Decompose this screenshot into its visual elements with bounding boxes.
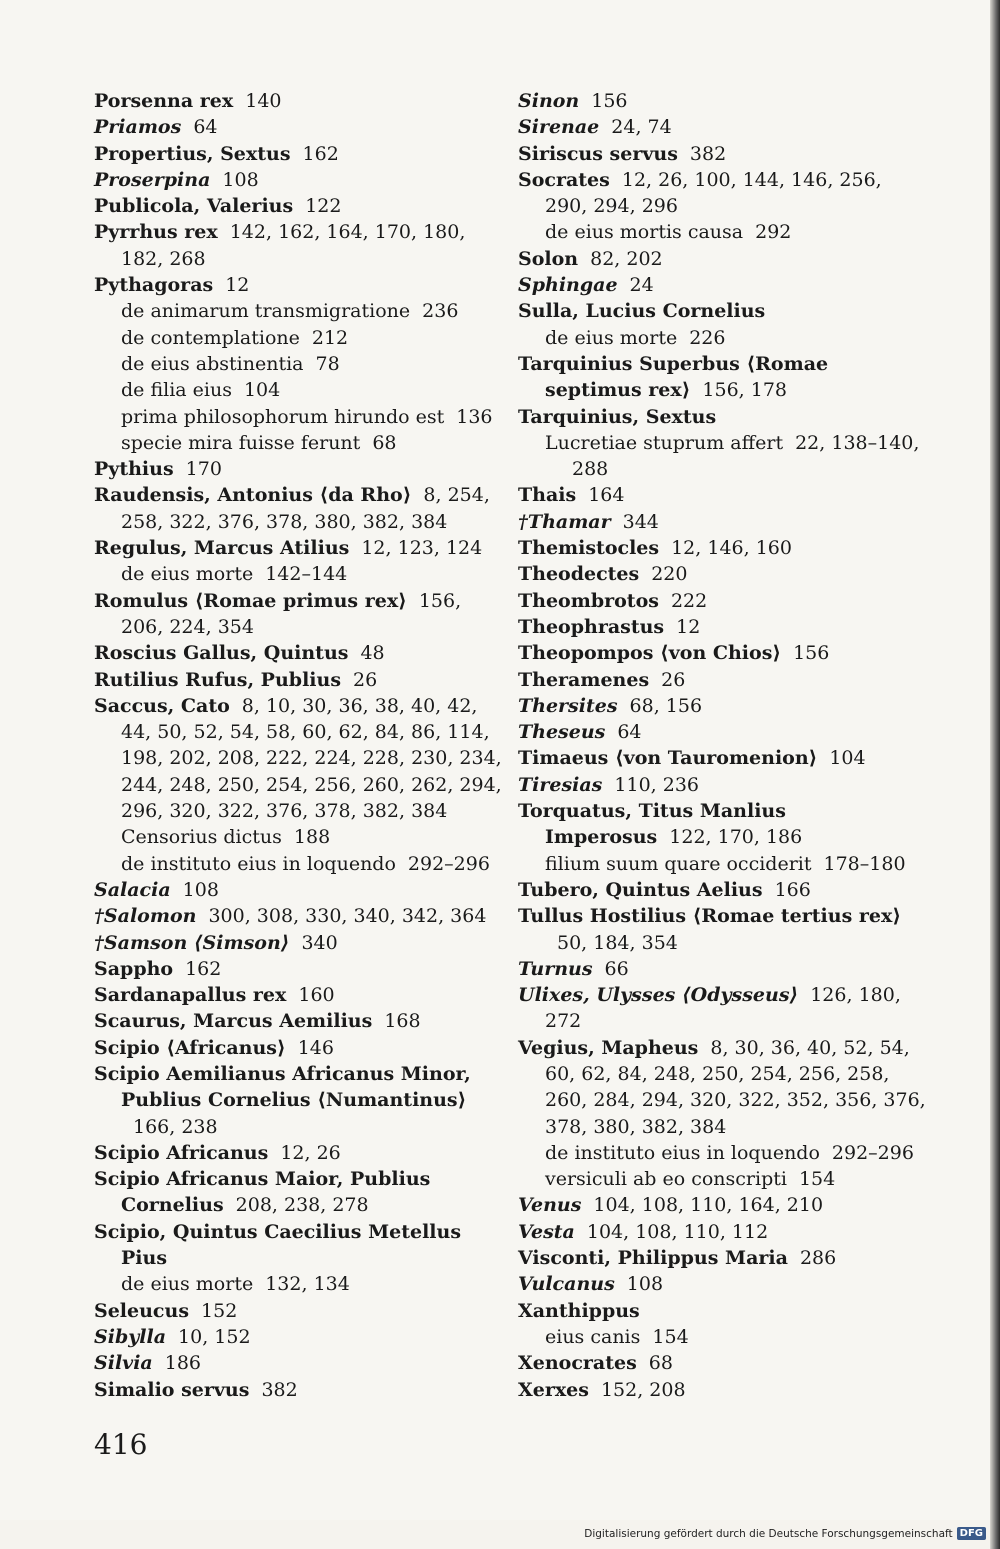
page-number: 416 — [94, 1428, 148, 1461]
page-references: 26 — [353, 668, 378, 691]
page-references: 164 — [588, 484, 625, 507]
page-references: 68 — [372, 431, 397, 454]
index-entry — [518, 1219, 928, 1245]
page-references: 104 — [243, 379, 281, 402]
index-entry — [518, 956, 928, 982]
entry-heading: Roscius Gallus, Quintus — [94, 642, 349, 665]
page-references: 142, 162, 164, 170, 180, 182, 268 — [121, 221, 466, 270]
entry-heading: Romulus ⟨Romae primus rex⟩ — [94, 589, 407, 612]
page-references: 24 — [629, 274, 654, 297]
subentry-label: de animarum transmigratione — [121, 300, 411, 323]
index-entry — [518, 719, 928, 745]
entry-heading: Xerxes — [518, 1378, 589, 1401]
index-entry — [94, 1377, 504, 1403]
entry-heading: Regulus, Marcus Atilius — [94, 537, 350, 560]
index-entry — [94, 930, 504, 956]
entry-heading: Visconti, Philippus Maria — [518, 1247, 788, 1270]
index-entry — [518, 167, 928, 220]
index-entry — [518, 798, 928, 851]
index-entry — [518, 535, 928, 561]
index-entry — [94, 1035, 504, 1061]
index-entry — [94, 535, 504, 561]
entry-heading: Venus — [518, 1194, 582, 1217]
page-references: 170 — [185, 458, 222, 481]
entry-heading: Scipio, Quintus Caecilius Metellus Pius — [94, 1220, 462, 1270]
index-entry — [94, 1324, 504, 1350]
entry-heading: Priamos — [94, 116, 182, 139]
page-references: 340 — [301, 931, 338, 954]
page-references: 108 — [182, 878, 219, 901]
index-entry — [94, 141, 504, 167]
index-entry — [94, 667, 504, 693]
index-subentry — [94, 430, 504, 456]
index-subentry — [518, 1166, 928, 1192]
entry-heading: Sardanapallus rex — [94, 984, 287, 1007]
index-subentry — [94, 298, 504, 324]
page-references: 104, 108, 110, 112 — [586, 1220, 769, 1243]
index-entry — [518, 588, 928, 614]
entry-heading: Sulla, Lucius Cornelius — [518, 300, 766, 323]
index-entry — [518, 693, 928, 719]
entry-heading: Vesta — [518, 1220, 575, 1243]
subentry-label: eius canis — [545, 1325, 641, 1348]
page-references: 220 — [651, 563, 688, 586]
index-subentry — [94, 404, 504, 430]
index-subentry — [94, 325, 504, 351]
page-references: 156 — [793, 642, 830, 665]
subentry-label: de filia eius — [121, 379, 232, 402]
index-entry — [94, 1219, 504, 1272]
index-entry — [518, 246, 928, 272]
index-entry — [94, 640, 504, 666]
entry-heading: Seleucus — [94, 1299, 190, 1322]
page-references: 162 — [302, 142, 339, 165]
entry-heading: Saccus, Cato — [94, 694, 230, 717]
index-entry — [94, 272, 504, 298]
index-entry — [518, 877, 928, 903]
index-entry — [518, 1298, 928, 1324]
entry-heading: Solon — [518, 247, 579, 270]
page-references: 168 — [384, 1010, 421, 1033]
index-entry — [518, 141, 928, 167]
index-entry — [518, 509, 928, 535]
entry-heading: Torquatus, Titus Manlius Imperosus — [518, 800, 786, 849]
subentry-label: de eius morte — [121, 563, 254, 586]
page-references: 382 — [261, 1378, 298, 1401]
page-references: 162 — [185, 957, 222, 980]
page-references: 12, 146, 160 — [671, 537, 792, 560]
index-entry — [94, 956, 504, 982]
index-entry — [94, 877, 504, 903]
index-entry — [94, 456, 504, 482]
index-entry — [518, 772, 928, 798]
page-references: 64 — [193, 116, 218, 139]
page-references: 154 — [798, 1168, 836, 1191]
index-entry — [518, 667, 928, 693]
index-subentry — [94, 377, 504, 403]
entry-heading: †Samson ⟨Simson⟩ — [94, 931, 290, 954]
subentry-label: de instituto eius in loquendo — [121, 852, 396, 875]
index-subentry — [94, 824, 504, 850]
page-references: 152 — [201, 1299, 238, 1322]
entry-heading: Xanthippus — [518, 1299, 640, 1322]
subentry-label: de instituto eius in loquendo — [545, 1141, 820, 1164]
entry-heading: Timaeus ⟨von Tauromenion⟩ — [518, 747, 818, 770]
entry-heading: Tarquinius, Sextus — [518, 405, 717, 428]
entry-heading: Theopompos ⟨von Chios⟩ — [518, 642, 782, 665]
index-subentry — [518, 1324, 928, 1350]
page-references: 142–144 — [265, 563, 348, 586]
entry-heading: Pythagoras — [94, 274, 214, 297]
page-references: 160 — [298, 984, 335, 1007]
page-references: 8, 30, 36, 40, 52, 54, 60, 62, 84, 248, 250, 254, 256, 258, 260, 284, 294, 320, 322, 352, 356, 376, 378, 380, 382, 384 — [545, 1036, 926, 1138]
page-references: 48 — [360, 642, 385, 665]
page-references: 152, 208 — [600, 1378, 686, 1401]
index-subentry — [518, 1140, 928, 1166]
page-references: 8, 254, 258, 322, 376, 378, 380, 382, 384 — [121, 484, 490, 533]
entry-heading: Socrates — [518, 168, 610, 191]
entry-heading: Ulixes, Ulysses ⟨Odysseus⟩ — [518, 984, 799, 1007]
entry-heading: Propertius, Sextus — [94, 142, 291, 165]
entry-heading: Theombrotos — [518, 589, 659, 612]
subentry-label: de eius morte — [121, 1273, 254, 1296]
subentry-label: de eius morte — [545, 326, 678, 349]
page-references: 12, 26, 100, 144, 146, 256, 290, 294, 296 — [545, 168, 882, 218]
entry-heading: Thersites — [518, 694, 618, 717]
entry-heading: Salacia — [94, 878, 171, 901]
page-references: 68 — [648, 1352, 673, 1375]
page-references: 12, 26 — [280, 1141, 341, 1164]
entry-heading: Turnus — [518, 957, 593, 980]
page-references: 212 — [311, 326, 349, 349]
index-entry — [94, 1298, 504, 1324]
index-entry — [94, 1166, 504, 1219]
index-subentry — [518, 430, 928, 483]
footer-text: Digitalisierung gefördert durch die Deutsche Forschungsgemeinschaft — [584, 1527, 953, 1540]
index-entry — [518, 745, 928, 771]
index-subentry — [94, 561, 504, 587]
page-references: 292 — [755, 221, 792, 244]
index-entry — [518, 482, 928, 508]
index-entry — [94, 114, 504, 140]
index-entry — [518, 640, 928, 666]
page-references: 10, 152 — [178, 1325, 251, 1348]
entry-heading: Xenocrates — [518, 1352, 637, 1375]
entry-heading: †Salomon — [94, 905, 197, 928]
entry-heading: Vegius, Mapheus — [518, 1036, 699, 1059]
page-references: 104, 108, 110, 164, 210 — [593, 1194, 824, 1217]
entry-heading: Scipio ⟨Africanus⟩ — [94, 1036, 286, 1059]
entry-heading: Sphingae — [518, 274, 618, 297]
entry-heading: †Thamar — [518, 510, 611, 533]
page-references: 292–296 — [407, 852, 490, 875]
index-entry — [518, 614, 928, 640]
page-references: 26 — [661, 668, 686, 691]
subentry-label: specie mira fuisse ferunt — [121, 431, 361, 454]
page-references: 156, 206, 224, 354 — [121, 589, 462, 638]
subentry-label: de eius mortis causa — [545, 221, 744, 244]
entry-heading: Raudensis, Antonius ⟨da Rho⟩ — [94, 484, 412, 507]
page-references: 68, 156 — [629, 694, 703, 717]
entry-heading: Siriscus servus — [518, 142, 678, 165]
entry-heading: Theodectes — [518, 563, 640, 586]
entry-heading: Sinon — [518, 90, 580, 112]
entry-heading: Sappho — [94, 957, 174, 980]
entry-heading: Scipio Africanus — [94, 1141, 269, 1164]
page-references: 166 — [774, 878, 811, 901]
subentry-label: Censorius dictus — [121, 826, 282, 849]
index-column-right — [518, 88, 928, 1403]
index-entry — [518, 404, 928, 430]
entry-heading: Tarquinius Superbus ⟨Romae septimus rex⟩ — [518, 352, 829, 402]
entry-heading: Scipio Africanus Maior, Publius Cornelius — [94, 1168, 431, 1217]
entry-heading: Sibylla — [94, 1325, 167, 1348]
footer — [584, 1527, 986, 1540]
index-entry — [94, 1140, 504, 1166]
page-references: 154 — [652, 1325, 689, 1348]
page-references: 344 — [622, 510, 659, 533]
page-references: 64 — [617, 721, 642, 744]
index-entry — [518, 272, 928, 298]
index-entry — [518, 1350, 928, 1376]
page-references: 122 — [305, 195, 342, 218]
index-entry — [518, 1192, 928, 1218]
page-references: 226 — [689, 326, 726, 349]
index-entry — [94, 167, 504, 193]
page-references: 78 — [315, 352, 340, 375]
entry-heading: Rutilius Rufus, Publius — [94, 668, 342, 691]
index-entry — [518, 114, 928, 140]
subentry-label: versiculi ab eo conscripti — [545, 1168, 787, 1191]
subentry-label: prima philosophorum hirundo est — [121, 405, 445, 428]
index-column-left — [94, 88, 504, 1403]
index-entry — [94, 982, 504, 1008]
entry-heading: Vulcanus — [518, 1273, 615, 1296]
index-entry — [94, 88, 504, 114]
page-references: 126, 180, 272 — [545, 984, 901, 1033]
page-references: 146 — [297, 1036, 334, 1059]
index-entry — [518, 1035, 928, 1140]
page-references: 156 — [591, 90, 628, 112]
index-entry — [518, 88, 928, 114]
entry-heading: Tullus Hostilius ⟨Romae tertius rex⟩ — [518, 905, 902, 928]
index-entry — [518, 903, 928, 956]
entry-heading: Theophrastus — [518, 615, 665, 638]
index-entry — [518, 1377, 928, 1403]
index-entry — [94, 693, 504, 824]
index-subentry — [94, 351, 504, 377]
page-references: 136 — [456, 405, 493, 428]
page-references: 104 — [829, 747, 866, 770]
entry-heading: Scaurus, Marcus Aemilius — [94, 1010, 373, 1033]
page-references: 236 — [422, 300, 459, 323]
entry-heading: Pythius — [94, 458, 174, 481]
entry-heading: Theseus — [518, 721, 606, 744]
entry-heading: Pyrrhus rex — [94, 221, 218, 244]
page-references: 122, 170, 186 — [669, 826, 803, 849]
page-references: 82, 202 — [590, 247, 663, 270]
entry-heading: Sirenae — [518, 116, 600, 139]
page-references: 110, 236 — [614, 773, 699, 796]
page-references: 12, 123, 124 — [361, 537, 483, 560]
page-references: 178–180 — [823, 852, 906, 875]
page-references: 66 — [604, 957, 629, 980]
page-references: 24, 74 — [611, 116, 672, 139]
index-entry — [94, 588, 504, 641]
entry-heading: Tiresias — [518, 773, 603, 796]
subentry-label: filium suum quare occiderit — [545, 852, 812, 875]
index-subentry — [94, 1271, 504, 1297]
page-references: 12 — [225, 274, 250, 297]
entry-heading: Scipio Aemilianus Africanus Minor, Publius Cornelius ⟨Numantinus⟩ — [94, 1062, 471, 1112]
page-references: 140 — [245, 90, 282, 112]
index-entry — [94, 1350, 504, 1376]
page-references: 222 — [670, 589, 708, 612]
entry-heading: Publicola, Valerius — [94, 195, 294, 218]
subentry-label: de eius abstinentia — [121, 352, 304, 375]
entry-heading: Theramenes — [518, 668, 650, 691]
page-references: 208, 238, 278 — [235, 1194, 369, 1217]
index-entry — [518, 561, 928, 587]
entry-heading: Themistocles — [518, 537, 660, 560]
subentry-label: Lucretiae stuprum affert — [545, 431, 784, 454]
index-entry — [94, 1008, 504, 1034]
page-references: 188 — [293, 826, 331, 849]
page-references: 186 — [164, 1352, 201, 1375]
entry-heading: Thais — [518, 484, 577, 507]
page-references: 286 — [799, 1247, 837, 1270]
entry-heading: Tubero, Quintus Aelius — [518, 878, 763, 901]
page-references: 292–296 — [831, 1141, 914, 1164]
page-references: 156, 178 — [702, 379, 788, 402]
entry-heading: Simalio servus — [94, 1378, 250, 1401]
index-entry — [518, 1271, 928, 1297]
index-entry — [94, 219, 504, 272]
index-entry — [94, 903, 504, 929]
entry-heading: Silvia — [94, 1352, 153, 1375]
entry-heading: Proserpina — [94, 168, 211, 191]
index-entry — [518, 982, 928, 1035]
page-references: 8, 10, 30, 36, 38, 40, 42, 44, 50, 52, 54, 58, 60, 62, 84, 86, 114, 198, 202, 208, 222, 224, 228, 230, 234, 244, 248, 250, 254, 256, 260, 262, 294, 296, 320, 322, 376, 378, 382, 384 — [121, 694, 502, 823]
subentry-label: de contemplatione — [121, 326, 300, 349]
index-entry — [518, 1245, 928, 1271]
index-entry — [518, 351, 928, 404]
index-subentry — [518, 219, 928, 245]
page-references: 166, 238 — [133, 1115, 218, 1138]
page-references: 300, 308, 330, 340, 342, 364 — [208, 905, 487, 928]
entry-heading: Porsenna rex — [94, 90, 234, 112]
page-references: 12 — [676, 615, 701, 638]
page-references: 382 — [689, 142, 727, 165]
index-entry — [94, 1061, 504, 1140]
page-references: 108 — [222, 168, 259, 191]
dfg-logo: DFG — [957, 1527, 986, 1540]
index-subentry — [518, 851, 928, 877]
book-binding-edge — [990, 0, 1000, 1549]
page-references: 108 — [626, 1273, 664, 1296]
index-subentry — [94, 851, 504, 877]
index-subentry — [518, 325, 928, 351]
page-references: 132, 134 — [265, 1273, 350, 1296]
page-references: 50, 184, 354 — [557, 931, 678, 954]
index-entry — [94, 482, 504, 535]
index-entry — [94, 193, 504, 219]
page-references: 22, 138–140, 288 — [572, 431, 920, 481]
index-entry — [518, 298, 928, 324]
